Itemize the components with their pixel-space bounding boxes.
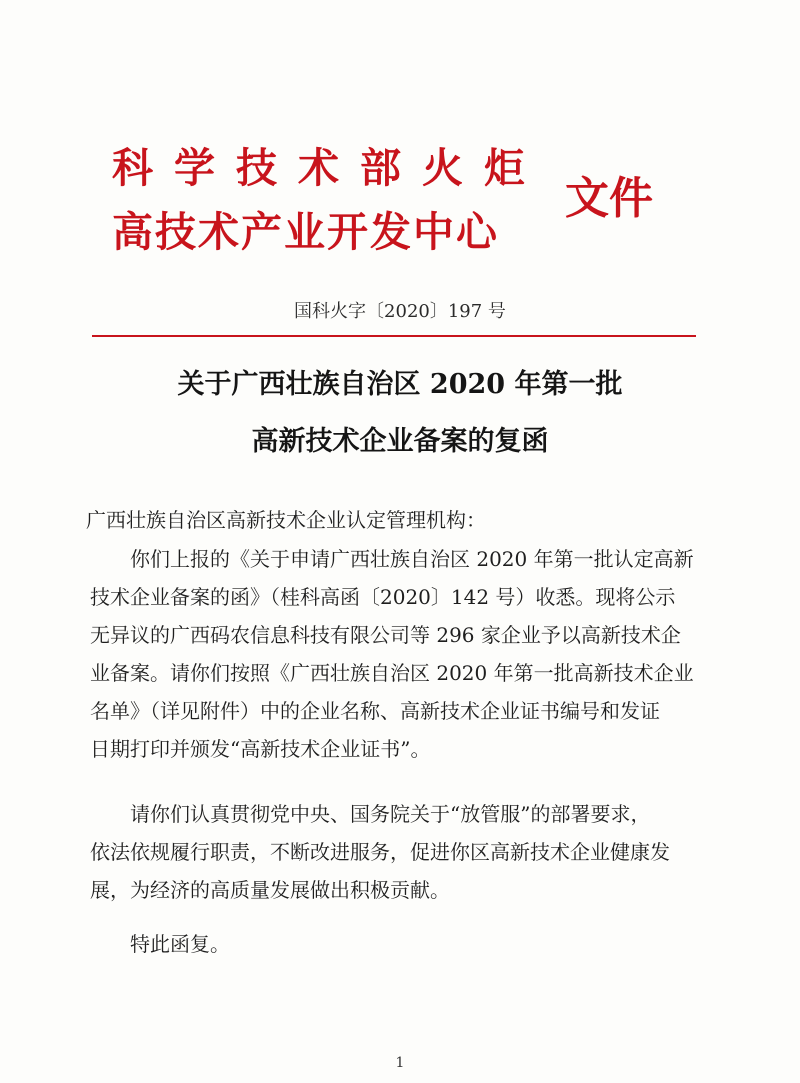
paragraph-line: 业备案。请你们按照《广西壮族自治区 2020 年第一批高新技术企业 [90, 661, 694, 685]
salutation-text: 广西壮族自治区高新技术企业认定管理机构： [86, 508, 486, 532]
paragraph-line: 展，为经济的高质量发展做出积极贡献。 [90, 878, 450, 902]
body-paragraph-1 [90, 540, 730, 768]
document-number: 国科火字〔2020〕197 号 [294, 301, 506, 322]
paragraph-line: 你们上报的《关于申请广西壮族自治区 2020 年第一批认定高新 [90, 547, 694, 571]
letterhead-red-divider [92, 335, 696, 337]
document-title-line-1: 关于广西壮族自治区 2020 年第一批 [177, 369, 623, 400]
page-number: 1 [395, 1055, 405, 1071]
paragraph-line: 名单》（详见附件）中的企业名称、高新技术企业证书编号和发证 [90, 699, 660, 723]
body-paragraph-2 [90, 795, 730, 909]
letterhead-doc-type: 文件 [565, 173, 653, 224]
letterhead-org-line-2: 高技术产业开发中心 [112, 208, 499, 256]
closing-text: 特此函复。 [90, 932, 230, 956]
paragraph-line: 请你们认真贯彻党中央、国务院关于“放管服”的部署要求， [90, 802, 651, 826]
paragraph-line: 日期打印并颁发“高新技术企业证书”。 [90, 737, 431, 761]
letterhead-org-line-1: 科学技术部火炬 [112, 144, 546, 192]
paragraph-line: 依法依规履行职责，不断改进服务，促进你区高新技术企业健康发 [90, 840, 670, 864]
paragraph-line: 无异议的广西码农信息科技有限公司等 296 家企业予以高新技术企 [90, 623, 681, 647]
salutation [86, 501, 726, 539]
paragraph-line: 技术企业备案的函》（桂科高函〔2020〕142 号）收悉。现将公示 [90, 585, 676, 609]
document-title-line-2: 高新技术企业备案的复函 [251, 426, 549, 457]
closing-paragraph [90, 925, 730, 963]
